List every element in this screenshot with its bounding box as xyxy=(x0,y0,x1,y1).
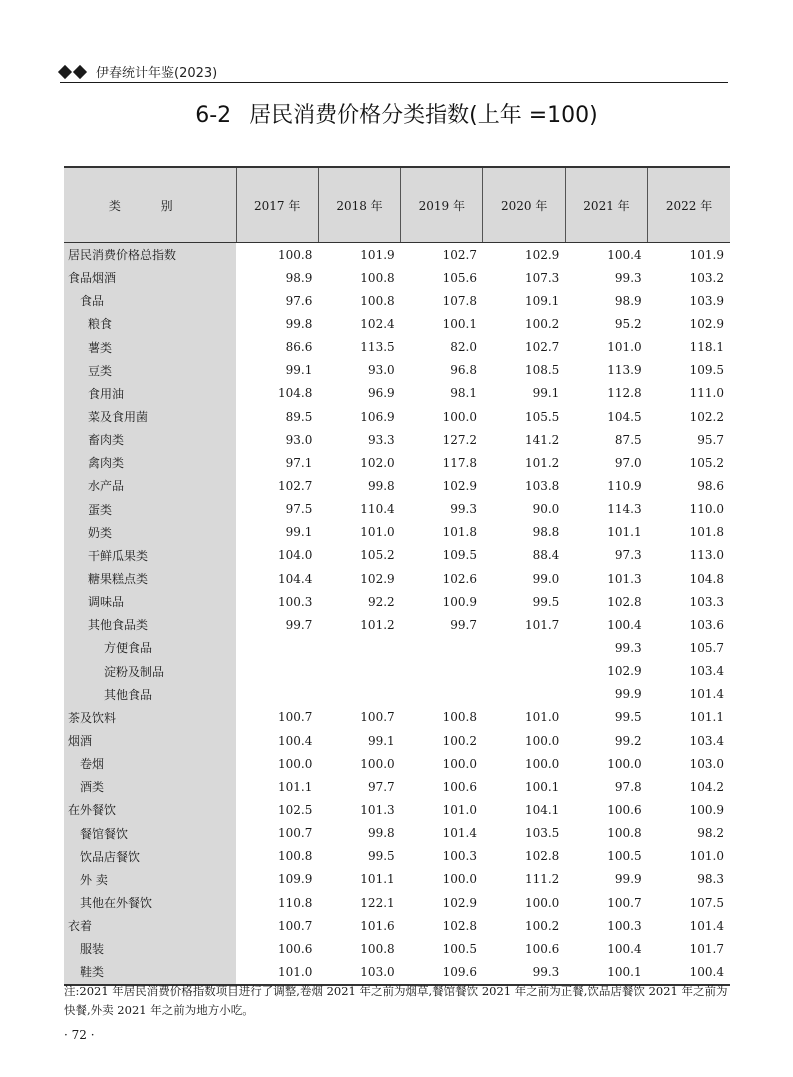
row-label: 鞋类 xyxy=(64,960,236,984)
table-row xyxy=(64,636,730,659)
table-cell: 102.8 xyxy=(442,918,477,933)
table-cell: 102.7 xyxy=(277,478,313,493)
table-cell: 100.6 xyxy=(442,779,477,794)
table-cell: 111.0 xyxy=(689,386,724,401)
table-cell: 104.2 xyxy=(689,779,724,794)
table-cell: 101.0 xyxy=(360,525,395,540)
table-row xyxy=(64,914,730,937)
table-cell: 103.4 xyxy=(689,664,724,679)
table-cell: 109.5 xyxy=(689,363,724,378)
row-label: 粮食 xyxy=(64,312,236,335)
column-header-year: 2020 年 xyxy=(483,167,565,243)
table-row xyxy=(64,567,730,590)
table-cell: 99.7 xyxy=(285,617,313,632)
table-cell: 99.0 xyxy=(532,571,560,586)
table-cell xyxy=(483,660,565,683)
table-header-row xyxy=(64,167,730,243)
row-label: 居民消费价格总指数 xyxy=(64,243,236,267)
table-cell: 105.5 xyxy=(524,409,560,424)
table-cell: 101.7 xyxy=(689,941,724,956)
table-cell: 110.4 xyxy=(360,502,395,517)
table-cell: 107.5 xyxy=(689,895,724,910)
row-label: 禽肉类 xyxy=(64,451,236,474)
table-row xyxy=(64,845,730,868)
table-cell: 100.6 xyxy=(607,802,642,817)
table-cell: 110.8 xyxy=(277,895,313,910)
price-index-table xyxy=(64,166,730,986)
table-cell: 98.1 xyxy=(450,386,477,401)
row-label: 其他食品 xyxy=(64,683,236,706)
table-cell: 100.8 xyxy=(360,293,395,308)
column-header-category: 类 别 xyxy=(64,167,236,243)
row-label: 食品 xyxy=(64,289,236,312)
table-cell: 99.8 xyxy=(367,478,395,493)
table-row xyxy=(64,451,730,474)
table-cell: 101.0 xyxy=(442,802,477,817)
table-cell: 100.2 xyxy=(524,918,560,933)
table-cell: 100.0 xyxy=(442,756,477,771)
table-row xyxy=(64,359,730,382)
table-cell: 97.3 xyxy=(614,548,642,563)
book-title: 伊春统计年鉴(2023) xyxy=(96,66,218,81)
table-row xyxy=(64,868,730,891)
table-cell: 101.8 xyxy=(689,525,724,540)
table-cell: 102.8 xyxy=(524,849,560,864)
table-cell: 101.2 xyxy=(524,455,560,470)
table-cell: 86.6 xyxy=(285,340,313,355)
table-row xyxy=(64,382,730,405)
diamond-icon xyxy=(73,64,87,78)
table-cell: 104.5 xyxy=(607,409,642,424)
table-row xyxy=(64,289,730,312)
table-cell: 97.5 xyxy=(285,502,313,517)
page-number: · 72 · xyxy=(64,1028,95,1042)
table-cell: 102.9 xyxy=(607,664,642,679)
table-cell: 100.4 xyxy=(607,617,642,632)
table-cell: 108.5 xyxy=(524,363,560,378)
table-cell: 100.8 xyxy=(360,941,395,956)
table-cell: 99.5 xyxy=(532,594,560,609)
table-cell xyxy=(236,636,318,659)
table-cell: 102.2 xyxy=(689,409,724,424)
table-cell: 103.2 xyxy=(689,270,724,285)
table-cell: 99.8 xyxy=(367,826,395,841)
table-cell: 100.2 xyxy=(524,316,560,331)
table-cell: 97.1 xyxy=(285,455,313,470)
page-title xyxy=(0,98,793,129)
row-label: 豆类 xyxy=(64,359,236,382)
row-label: 干鲜瓜果类 xyxy=(64,544,236,567)
table-cell: 100.0 xyxy=(442,409,477,424)
table-cell: 118.1 xyxy=(689,340,724,355)
table-cell: 99.5 xyxy=(367,849,395,864)
table-cell: 100.0 xyxy=(524,895,560,910)
table-cell: 99.9 xyxy=(614,687,642,702)
table-cell: 102.7 xyxy=(442,247,477,262)
table-cell: 100.4 xyxy=(648,960,730,984)
footnote: 注:2021 年居民消费价格指数项目进行了调整,卷烟 2021 年之前为烟草,餐馆餐饮 2021 年之前为正餐,饮品店餐饮 2021 年之前为快餐,外卖 2021 年之前为地方小吃。 xyxy=(64,984,728,1017)
table-cell: 122.1 xyxy=(360,895,395,910)
row-label: 蛋类 xyxy=(64,498,236,521)
row-label: 卷烟 xyxy=(64,752,236,775)
table-cell: 89.5 xyxy=(285,409,313,424)
table-cell: 95.2 xyxy=(614,316,642,331)
row-label: 烟酒 xyxy=(64,729,236,752)
table-cell xyxy=(483,636,565,659)
table-cell: 105.2 xyxy=(689,455,724,470)
row-label: 菜及食用菌 xyxy=(64,405,236,428)
table-cell: 104.0 xyxy=(277,548,313,563)
table-cell: 100.5 xyxy=(607,849,642,864)
table-cell: 109.1 xyxy=(524,293,560,308)
table-number: 6-2 xyxy=(195,103,232,128)
table-cell: 101.0 xyxy=(524,710,560,725)
table-cell: 100.6 xyxy=(277,941,313,956)
table-cell: 114.3 xyxy=(607,502,642,517)
table-cell: 101.1 xyxy=(689,710,724,725)
table-cell: 101.0 xyxy=(689,849,724,864)
table-cell: 105.6 xyxy=(442,270,477,285)
table-cell: 103.3 xyxy=(689,594,724,609)
table-cell: 100.9 xyxy=(689,802,724,817)
table-cell: 103.0 xyxy=(689,756,724,771)
table-row xyxy=(64,613,730,636)
table-cell: 102.4 xyxy=(360,316,395,331)
table-cell: 101.8 xyxy=(442,525,477,540)
table-cell: 87.5 xyxy=(614,432,642,447)
table-cell: 98.6 xyxy=(697,478,724,493)
table-cell: 100.4 xyxy=(607,941,642,956)
row-label: 餐馆餐饮 xyxy=(64,822,236,845)
table-cell: 102.6 xyxy=(442,571,477,586)
row-label: 畜肉类 xyxy=(64,428,236,451)
table-cell: 112.8 xyxy=(607,386,642,401)
table-cell: 98.2 xyxy=(697,826,724,841)
table-cell xyxy=(318,683,400,706)
table-cell: 100.7 xyxy=(360,710,395,725)
table-cell: 110.9 xyxy=(607,478,642,493)
table-cell: 97.0 xyxy=(614,455,642,470)
table-cell: 103.0 xyxy=(318,960,400,984)
table-cell: 105.7 xyxy=(689,640,724,655)
table-cell: 104.8 xyxy=(689,571,724,586)
table-cell: 88.4 xyxy=(532,548,560,563)
table-cell: 100.8 xyxy=(442,710,477,725)
table-cell: 106.9 xyxy=(360,409,395,424)
table-cell: 100.8 xyxy=(277,849,313,864)
table-row xyxy=(64,706,730,729)
table-cell: 93.0 xyxy=(367,363,395,378)
table-cell: 99.9 xyxy=(614,872,642,887)
header-rule xyxy=(60,82,728,83)
table-row xyxy=(64,266,730,289)
table-cell: 100.0 xyxy=(607,756,642,771)
table-cell: 103.9 xyxy=(689,293,724,308)
column-header-year: 2018 年 xyxy=(318,167,400,243)
row-label: 薯类 xyxy=(64,336,236,359)
table-cell: 99.3 xyxy=(614,270,642,285)
table-cell: 100.8 xyxy=(277,247,313,262)
table-cell: 101.7 xyxy=(524,617,560,632)
table-cell: 127.2 xyxy=(442,432,477,447)
row-label: 外 卖 xyxy=(64,868,236,891)
table-cell: 100.9 xyxy=(442,594,477,609)
table-cell xyxy=(401,636,483,659)
table-cell xyxy=(483,683,565,706)
table-cell: 109.6 xyxy=(401,960,483,984)
table-row xyxy=(64,312,730,335)
table-cell: 107.8 xyxy=(442,293,477,308)
table-cell: 117.8 xyxy=(442,455,477,470)
table-cell: 113.9 xyxy=(607,363,642,378)
table-cell: 90.0 xyxy=(532,502,560,517)
table-cell: 98.9 xyxy=(614,293,642,308)
table-cell: 107.3 xyxy=(524,270,560,285)
table-cell: 95.7 xyxy=(697,432,724,447)
table-cell: 99.1 xyxy=(367,733,395,748)
table-body xyxy=(64,243,730,985)
table-cell: 101.1 xyxy=(607,525,642,540)
table-cell: 99.1 xyxy=(285,525,313,540)
table-cell: 100.7 xyxy=(607,895,642,910)
table-cell xyxy=(236,660,318,683)
table-cell: 93.0 xyxy=(285,432,313,447)
table-cell: 103.4 xyxy=(689,733,724,748)
running-head xyxy=(60,62,217,81)
row-label: 服装 xyxy=(64,937,236,960)
row-label: 糖果糕点类 xyxy=(64,567,236,590)
table-row xyxy=(64,822,730,845)
table-cell: 99.7 xyxy=(450,617,477,632)
table-cell: 100.8 xyxy=(360,270,395,285)
table-cell: 97.8 xyxy=(614,779,642,794)
table-cell: 100.3 xyxy=(277,594,313,609)
table-cell: 100.8 xyxy=(607,826,642,841)
table-cell: 93.3 xyxy=(367,432,395,447)
table-cell: 101.4 xyxy=(689,918,724,933)
table-cell: 100.4 xyxy=(277,733,313,748)
table-cell: 96.9 xyxy=(367,386,395,401)
table-row xyxy=(64,405,730,428)
table-cell: 100.3 xyxy=(607,918,642,933)
table-cell: 100.0 xyxy=(360,756,395,771)
table-cell: 101.0 xyxy=(236,960,318,984)
table-cell: 99.3 xyxy=(450,502,477,517)
table-cell: 100.0 xyxy=(442,872,477,887)
row-label: 衣着 xyxy=(64,914,236,937)
table-cell: 101.2 xyxy=(360,617,395,632)
table-cell: 100.2 xyxy=(442,733,477,748)
table-row xyxy=(64,336,730,359)
table-cell: 96.8 xyxy=(450,363,477,378)
table-cell: 104.4 xyxy=(277,571,313,586)
table-cell: 100.7 xyxy=(277,710,313,725)
table-row xyxy=(64,521,730,544)
table-cell: 100.0 xyxy=(524,756,560,771)
table-cell: 102.9 xyxy=(360,571,395,586)
row-label: 其他在外餐饮 xyxy=(64,891,236,914)
row-label: 水产品 xyxy=(64,474,236,497)
table-cell: 100.3 xyxy=(442,849,477,864)
table-cell: 102.9 xyxy=(524,247,560,262)
table-row xyxy=(64,243,730,267)
table-cell: 100.1 xyxy=(565,960,647,984)
table-cell xyxy=(236,683,318,706)
table-cell: 99.3 xyxy=(483,960,565,984)
table-row xyxy=(64,775,730,798)
table-cell: 104.8 xyxy=(277,386,313,401)
table-row xyxy=(64,891,730,914)
table-cell: 102.9 xyxy=(442,895,477,910)
table-cell xyxy=(401,660,483,683)
table-cell: 100.0 xyxy=(277,756,313,771)
table-cell: 99.2 xyxy=(614,733,642,748)
table-cell: 105.2 xyxy=(360,548,395,563)
row-label: 饮品店餐饮 xyxy=(64,845,236,868)
table-row xyxy=(64,474,730,497)
table-cell: 101.3 xyxy=(607,571,642,586)
table-cell: 113.5 xyxy=(360,340,395,355)
table-cell: 101.3 xyxy=(360,802,395,817)
table-cell: 101.6 xyxy=(360,918,395,933)
table-cell: 98.8 xyxy=(532,525,560,540)
row-label: 方便食品 xyxy=(64,636,236,659)
table-cell xyxy=(318,660,400,683)
table-row xyxy=(64,428,730,451)
table-cell: 100.4 xyxy=(607,247,642,262)
table-cell: 101.9 xyxy=(360,247,395,262)
column-header-year: 2021 年 xyxy=(565,167,647,243)
table-cell: 103.5 xyxy=(524,826,560,841)
column-header-year: 2017 年 xyxy=(236,167,318,243)
table-cell: 113.0 xyxy=(689,548,724,563)
table-cell: 101.4 xyxy=(689,687,724,702)
table-cell: 102.5 xyxy=(277,802,313,817)
table-row xyxy=(64,660,730,683)
row-label: 奶类 xyxy=(64,521,236,544)
table-cell: 98.9 xyxy=(285,270,313,285)
row-label: 其他食品类 xyxy=(64,613,236,636)
table-cell: 102.9 xyxy=(442,478,477,493)
row-label: 酒类 xyxy=(64,775,236,798)
table-cell: 110.0 xyxy=(689,502,724,517)
table-cell: 102.0 xyxy=(360,455,395,470)
table-cell: 109.9 xyxy=(277,872,313,887)
table-row xyxy=(64,544,730,567)
table-cell: 100.7 xyxy=(277,826,313,841)
table-cell: 97.7 xyxy=(367,779,395,794)
table-row xyxy=(64,683,730,706)
row-label: 食用油 xyxy=(64,382,236,405)
column-header-year: 2022 年 xyxy=(648,167,730,243)
table-cell: 101.4 xyxy=(442,826,477,841)
table-cell: 97.6 xyxy=(285,293,313,308)
table-title: 居民消费价格分类指数(上年 =100) xyxy=(249,103,598,128)
row-label: 在外餐饮 xyxy=(64,798,236,821)
table-cell: 92.2 xyxy=(367,594,395,609)
row-label: 淀粉及制品 xyxy=(64,660,236,683)
table-cell: 100.1 xyxy=(442,316,477,331)
table-cell: 82.0 xyxy=(450,340,477,355)
table-cell: 100.1 xyxy=(524,779,560,794)
column-header-year: 2019 年 xyxy=(401,167,483,243)
row-label: 食品烟酒 xyxy=(64,266,236,289)
row-label: 茶及饮料 xyxy=(64,706,236,729)
table-row xyxy=(64,729,730,752)
table-cell: 111.2 xyxy=(524,872,560,887)
table-cell: 103.8 xyxy=(524,478,560,493)
table-row xyxy=(64,590,730,613)
table-row xyxy=(64,937,730,960)
table-cell: 103.6 xyxy=(689,617,724,632)
table-row xyxy=(64,798,730,821)
diamond-icon xyxy=(58,64,72,78)
table-cell: 100.6 xyxy=(524,941,560,956)
row-label: 调味品 xyxy=(64,590,236,613)
table-cell: 99.5 xyxy=(614,710,642,725)
table-row xyxy=(64,498,730,521)
table-cell: 100.7 xyxy=(277,918,313,933)
table-cell: 102.8 xyxy=(607,594,642,609)
table-cell: 100.0 xyxy=(524,733,560,748)
table-row xyxy=(64,752,730,775)
table-cell: 104.1 xyxy=(524,802,560,817)
table-cell: 99.1 xyxy=(532,386,560,401)
table-cell xyxy=(318,636,400,659)
table-row xyxy=(64,960,730,984)
table-cell: 100.5 xyxy=(442,941,477,956)
table-cell: 99.8 xyxy=(285,316,313,331)
table-cell xyxy=(401,683,483,706)
table-cell: 101.1 xyxy=(360,872,395,887)
table-cell: 101.0 xyxy=(607,340,642,355)
table-cell: 141.2 xyxy=(524,432,560,447)
table-cell: 101.1 xyxy=(277,779,313,794)
table-cell: 99.1 xyxy=(285,363,313,378)
table-cell: 99.3 xyxy=(614,640,642,655)
table-cell: 102.9 xyxy=(689,316,724,331)
table-cell: 102.7 xyxy=(524,340,560,355)
table-cell: 109.5 xyxy=(442,548,477,563)
table-cell: 98.3 xyxy=(697,872,724,887)
table-cell: 101.9 xyxy=(689,247,724,262)
